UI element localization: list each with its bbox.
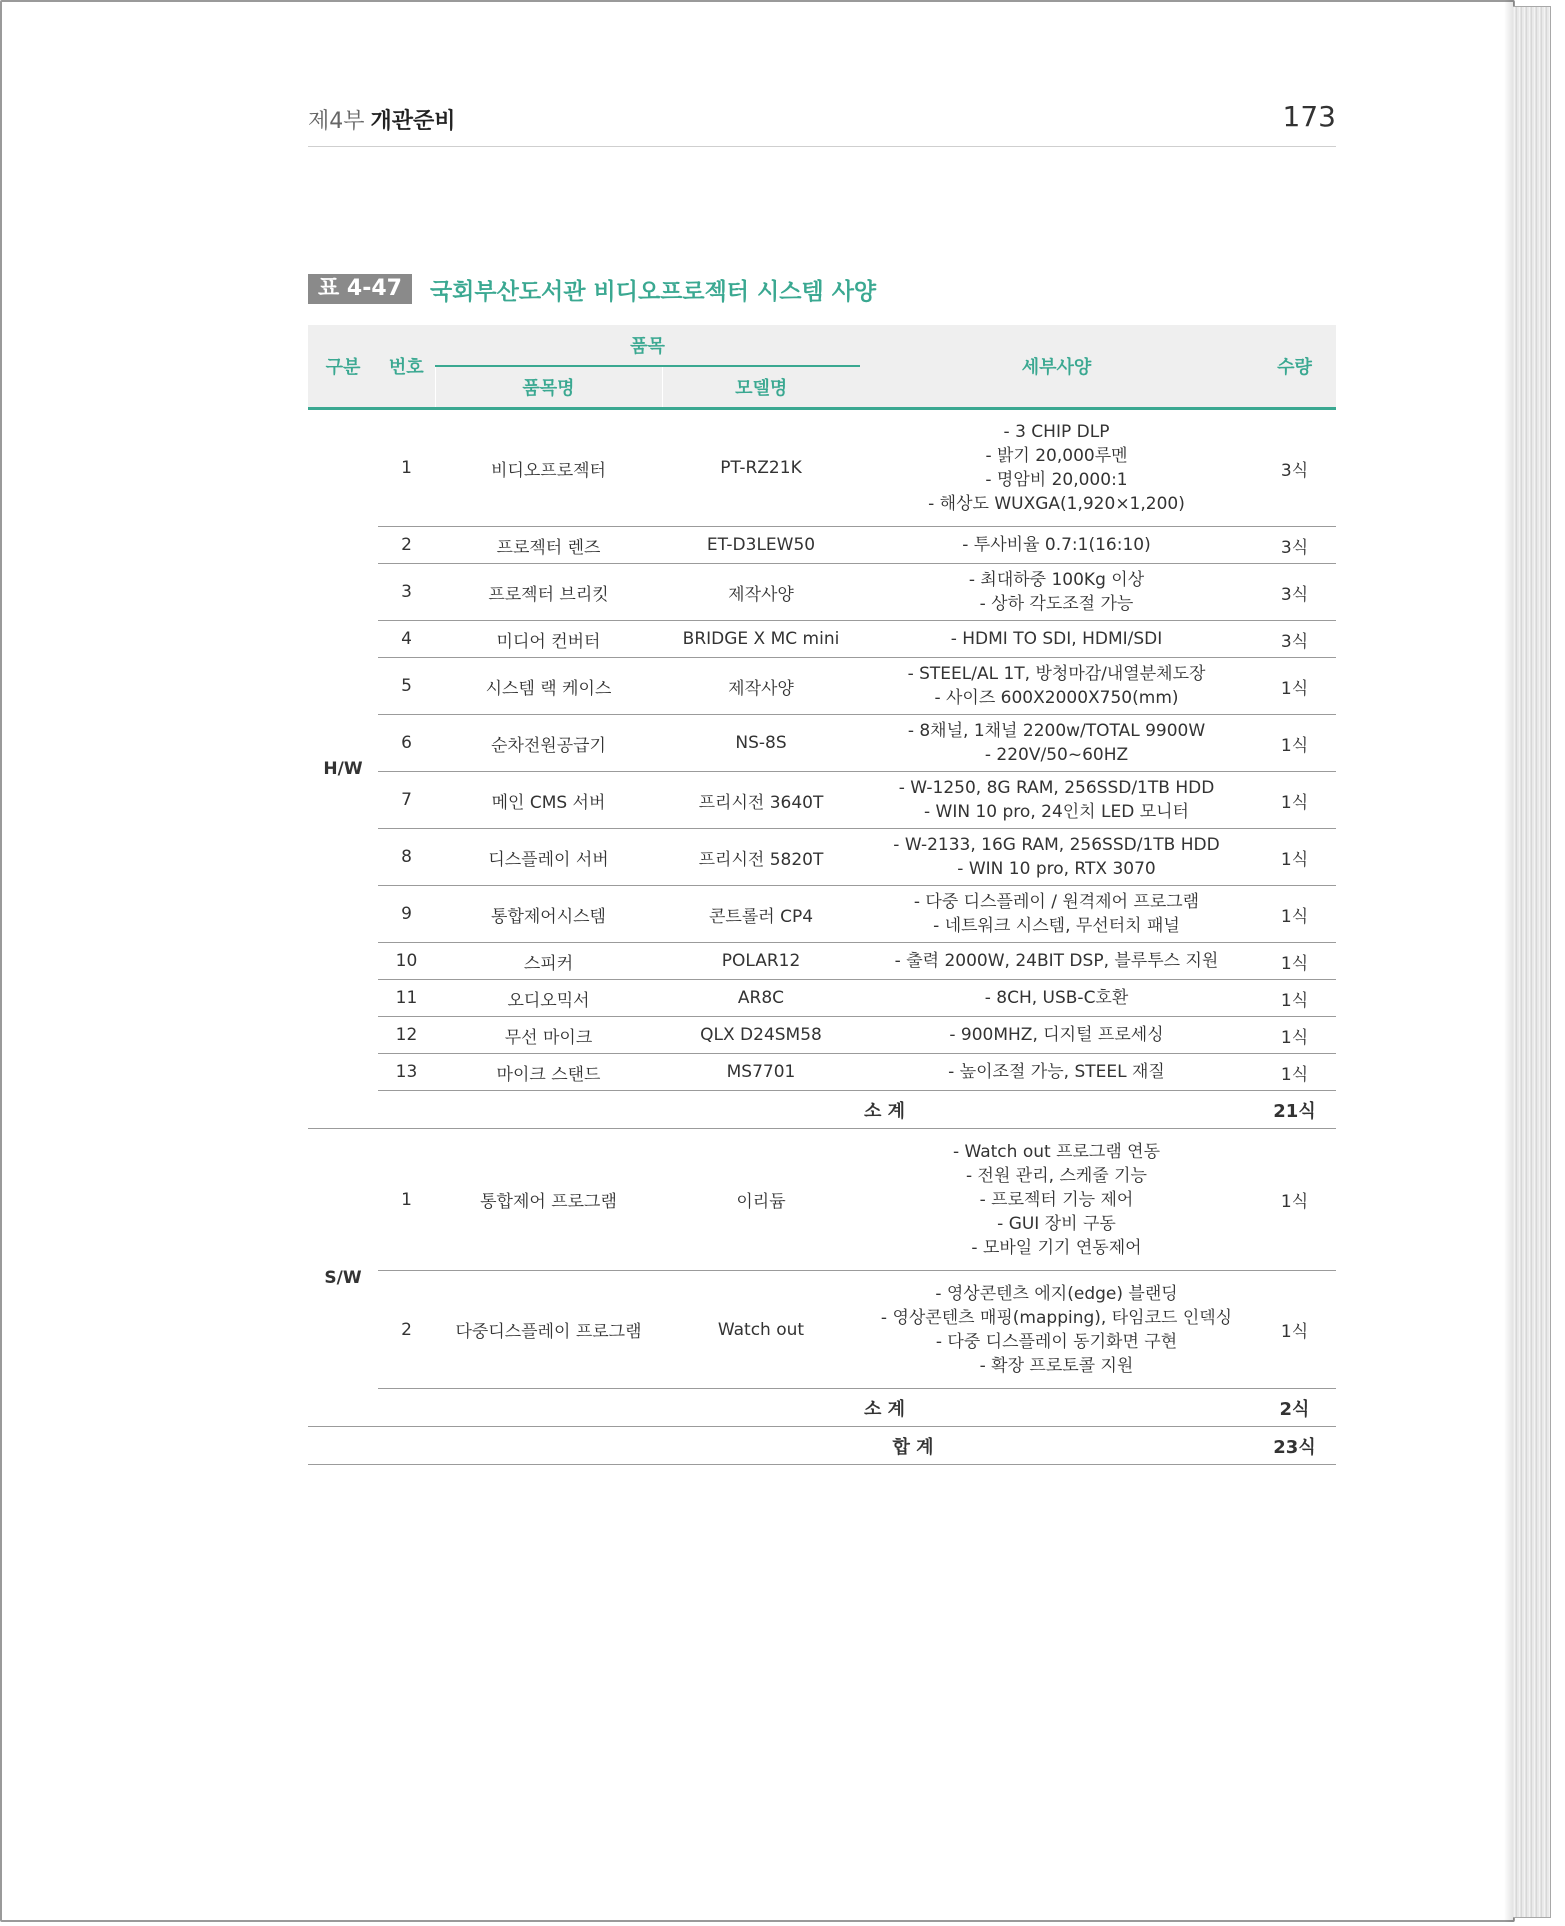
quantity: 1식 <box>1253 1054 1336 1091</box>
model-name: 제작사양 <box>662 564 860 621</box>
page-number: 173 <box>1282 100 1336 133</box>
item-name: 스피커 <box>435 943 662 980</box>
total-label: 합 계 <box>308 1427 1253 1465</box>
item-name: 메인 CMS 서버 <box>435 772 662 829</box>
detail-line: - 출력 2000W, 24BIT DSP, 블루투스 지원 <box>894 951 1219 971</box>
detail-line: - W-2133, 16G RAM, 256SSD/1TB HDD <box>893 835 1220 855</box>
model-name: AR8C <box>662 980 860 1017</box>
detail-spec <box>860 772 1253 829</box>
detail-line: - WIN 10 pro, 24인치 LED 모니터 <box>924 802 1189 822</box>
model-name: MS7701 <box>662 1054 860 1091</box>
detail-line: - 확장 프로토콜 지원 <box>979 1355 1134 1376</box>
category-hw: H/W <box>308 409 378 1129</box>
quantity: 1식 <box>1253 1017 1336 1054</box>
detail-spec <box>860 564 1253 621</box>
header-qty: 수량 <box>1253 325 1336 409</box>
quantity: 1식 <box>1253 943 1336 980</box>
quantity: 1식 <box>1253 886 1336 943</box>
item-name: 디스플레이 서버 <box>435 829 662 886</box>
quantity: 1식 <box>1253 658 1336 715</box>
table-number-tag: 표 4-47 <box>308 274 412 304</box>
total-qty: 23식 <box>1253 1427 1336 1465</box>
row-number: 2 <box>378 1271 435 1389</box>
detail-line: - STEEL/AL 1T, 방청마감/내열분체도장 <box>907 664 1206 684</box>
detail-line: - W-1250, 8G RAM, 256SSD/1TB HDD <box>898 778 1215 798</box>
quantity: 1식 <box>1253 829 1336 886</box>
detail-line: - 명암비 20,000:1 <box>985 470 1128 490</box>
total-row <box>308 1427 1336 1465</box>
row-number: 9 <box>378 886 435 943</box>
quantity: 3식 <box>1253 527 1336 564</box>
detail-spec <box>860 980 1253 1017</box>
row-number: 5 <box>378 658 435 715</box>
model-name: BRIDGE X MC mini <box>662 621 860 658</box>
detail-line: - 3 CHIP DLP <box>1003 422 1110 442</box>
quantity: 3식 <box>1253 409 1336 527</box>
model-name: NS-8S <box>662 715 860 772</box>
detail-spec <box>860 1054 1253 1091</box>
detail-spec <box>860 1017 1253 1054</box>
table-row <box>308 980 1336 1017</box>
row-number: 7 <box>378 772 435 829</box>
table-row <box>308 1129 1336 1271</box>
detail-line: - 사이즈 600X2000X750(mm) <box>934 688 1179 708</box>
subtotal-qty: 2식 <box>1253 1389 1336 1427</box>
detail-spec <box>860 409 1253 527</box>
model-name: PT-RZ21K <box>662 409 860 527</box>
subtotal-qty: 21식 <box>1253 1091 1336 1129</box>
row-number: 4 <box>378 621 435 658</box>
quantity: 3식 <box>1253 564 1336 621</box>
table-row <box>308 1054 1336 1091</box>
subtotal-label: 소 계 <box>378 1389 1253 1427</box>
detail-spec <box>860 943 1253 980</box>
table-row <box>308 886 1336 943</box>
detail-spec <box>860 658 1253 715</box>
item-name: 통합제어시스템 <box>435 886 662 943</box>
detail-line: - HDMI TO SDI, HDMI/SDI <box>950 629 1163 649</box>
table-row <box>308 715 1336 772</box>
subtotal-row <box>308 1091 1336 1129</box>
detail-line: - 상하 각도조절 가능 <box>979 594 1134 614</box>
detail-line: - 영상콘텐츠 에지(edge) 블랜딩 <box>935 1283 1178 1304</box>
table-row <box>308 564 1336 621</box>
quantity: 1식 <box>1253 1129 1336 1271</box>
detail-line: - 모바일 기기 연동제어 <box>971 1237 1142 1258</box>
header-category: 구분 <box>308 325 378 409</box>
row-number: 11 <box>378 980 435 1017</box>
detail-line: - 밝기 20,000루멘 <box>985 446 1128 466</box>
detail-line: - 최대하중 100Kg 이상 <box>968 570 1145 590</box>
detail-line: - 다중 디스플레이 / 원격제어 프로그램 <box>913 892 1200 912</box>
detail-line: - 다중 디스플레이 동기화면 구현 <box>935 1331 1178 1352</box>
row-number: 1 <box>378 1129 435 1271</box>
table-row <box>308 409 1336 527</box>
detail-spec <box>860 621 1253 658</box>
header-item: 품목 <box>435 325 860 366</box>
quantity: 1식 <box>1253 772 1336 829</box>
model-name: QLX D24SM58 <box>662 1017 860 1054</box>
model-name: 프리시전 3640T <box>662 772 860 829</box>
header-detail: 세부사양 <box>860 325 1253 409</box>
row-number: 2 <box>378 527 435 564</box>
row-number: 8 <box>378 829 435 886</box>
table-row <box>308 527 1336 564</box>
item-name: 프로젝터 브리킷 <box>435 564 662 621</box>
detail-line: - 전원 관리, 스케줄 기능 <box>966 1165 1147 1186</box>
detail-spec <box>860 886 1253 943</box>
model-name: ET-D3LEW50 <box>662 527 860 564</box>
row-number: 3 <box>378 564 435 621</box>
quantity: 1식 <box>1253 715 1336 772</box>
detail-line: - 프로젝터 기능 제어 <box>979 1189 1134 1210</box>
item-name: 미디어 컨버터 <box>435 621 662 658</box>
subtotal-row <box>308 1389 1336 1427</box>
detail-line: - 8CH, USB-C호환 <box>984 988 1129 1008</box>
item-name: 통합제어 프로그램 <box>435 1129 662 1271</box>
table-row <box>308 943 1336 980</box>
item-name: 오디오믹서 <box>435 980 662 1017</box>
item-name: 프로젝터 렌즈 <box>435 527 662 564</box>
part-label <box>308 104 456 135</box>
row-number: 13 <box>378 1054 435 1091</box>
row-number: 1 <box>378 409 435 527</box>
table-caption <box>308 274 876 304</box>
page-stack-edge <box>1513 6 1551 1918</box>
detail-line: - 8채널, 1채널 2200w/TOTAL 9900W <box>907 721 1206 741</box>
model-name: 이리듐 <box>662 1129 860 1271</box>
model-name: POLAR12 <box>662 943 860 980</box>
item-name: 무선 마이크 <box>435 1017 662 1054</box>
detail-line: - WIN 10 pro, RTX 3070 <box>957 859 1156 879</box>
table-row <box>308 1271 1336 1389</box>
table-row <box>308 1017 1336 1054</box>
detail-spec <box>860 527 1253 564</box>
item-name: 시스템 랙 케이스 <box>435 658 662 715</box>
model-name: 프리시전 5820T <box>662 829 860 886</box>
quantity: 3식 <box>1253 621 1336 658</box>
item-name: 마이크 스탠드 <box>435 1054 662 1091</box>
spec-table <box>308 325 1336 1465</box>
table-row <box>308 621 1336 658</box>
row-number: 12 <box>378 1017 435 1054</box>
category-sw: S/W <box>308 1129 378 1427</box>
quantity: 1식 <box>1253 1271 1336 1389</box>
section-title: 개관준비 <box>370 109 456 134</box>
detail-line: - 영상콘텐츠 매핑(mapping), 타임코드 인덱싱 <box>880 1307 1233 1328</box>
row-number: 10 <box>378 943 435 980</box>
part-number: 제4부 <box>308 109 365 134</box>
table-row <box>308 772 1336 829</box>
header-item-name: 품목명 <box>435 366 662 409</box>
detail-line: - 해상도 WUXGA(1,920×1,200) <box>928 494 1185 514</box>
subtotal-label: 소 계 <box>378 1091 1253 1129</box>
detail-line: - 네트워크 시스템, 무선터치 패널 <box>933 916 1180 936</box>
model-name: Watch out <box>662 1271 860 1389</box>
table-row <box>308 658 1336 715</box>
row-number: 6 <box>378 715 435 772</box>
item-name: 순차전원공급기 <box>435 715 662 772</box>
table-row <box>308 829 1336 886</box>
detail-spec <box>860 829 1253 886</box>
item-name: 다중디스플레이 프로그램 <box>435 1271 662 1389</box>
header-number: 번호 <box>378 325 435 409</box>
detail-line: - GUI 장비 구동 <box>997 1213 1116 1234</box>
detail-spec <box>860 1129 1253 1271</box>
detail-spec <box>860 715 1253 772</box>
model-name: 제작사양 <box>662 658 860 715</box>
detail-spec <box>860 1271 1253 1389</box>
table-title: 국회부산도서관 비디오프로젝터 시스템 사양 <box>429 278 877 305</box>
header-model: 모델명 <box>662 366 860 409</box>
model-name: 콘트롤러 CP4 <box>662 886 860 943</box>
detail-line: - 투사비율 0.7:1(16:10) <box>962 535 1151 555</box>
running-header <box>308 98 1336 147</box>
item-name: 비디오프로젝터 <box>435 409 662 527</box>
quantity: 1식 <box>1253 980 1336 1017</box>
detail-line: - 220V/50~60HZ <box>984 745 1129 765</box>
detail-line: - 900MHZ, 디지털 프로세싱 <box>949 1025 1164 1045</box>
detail-line: - Watch out 프로그램 연동 <box>952 1141 1161 1162</box>
detail-line: - 높이조절 가능, STEEL 재질 <box>948 1062 1165 1082</box>
